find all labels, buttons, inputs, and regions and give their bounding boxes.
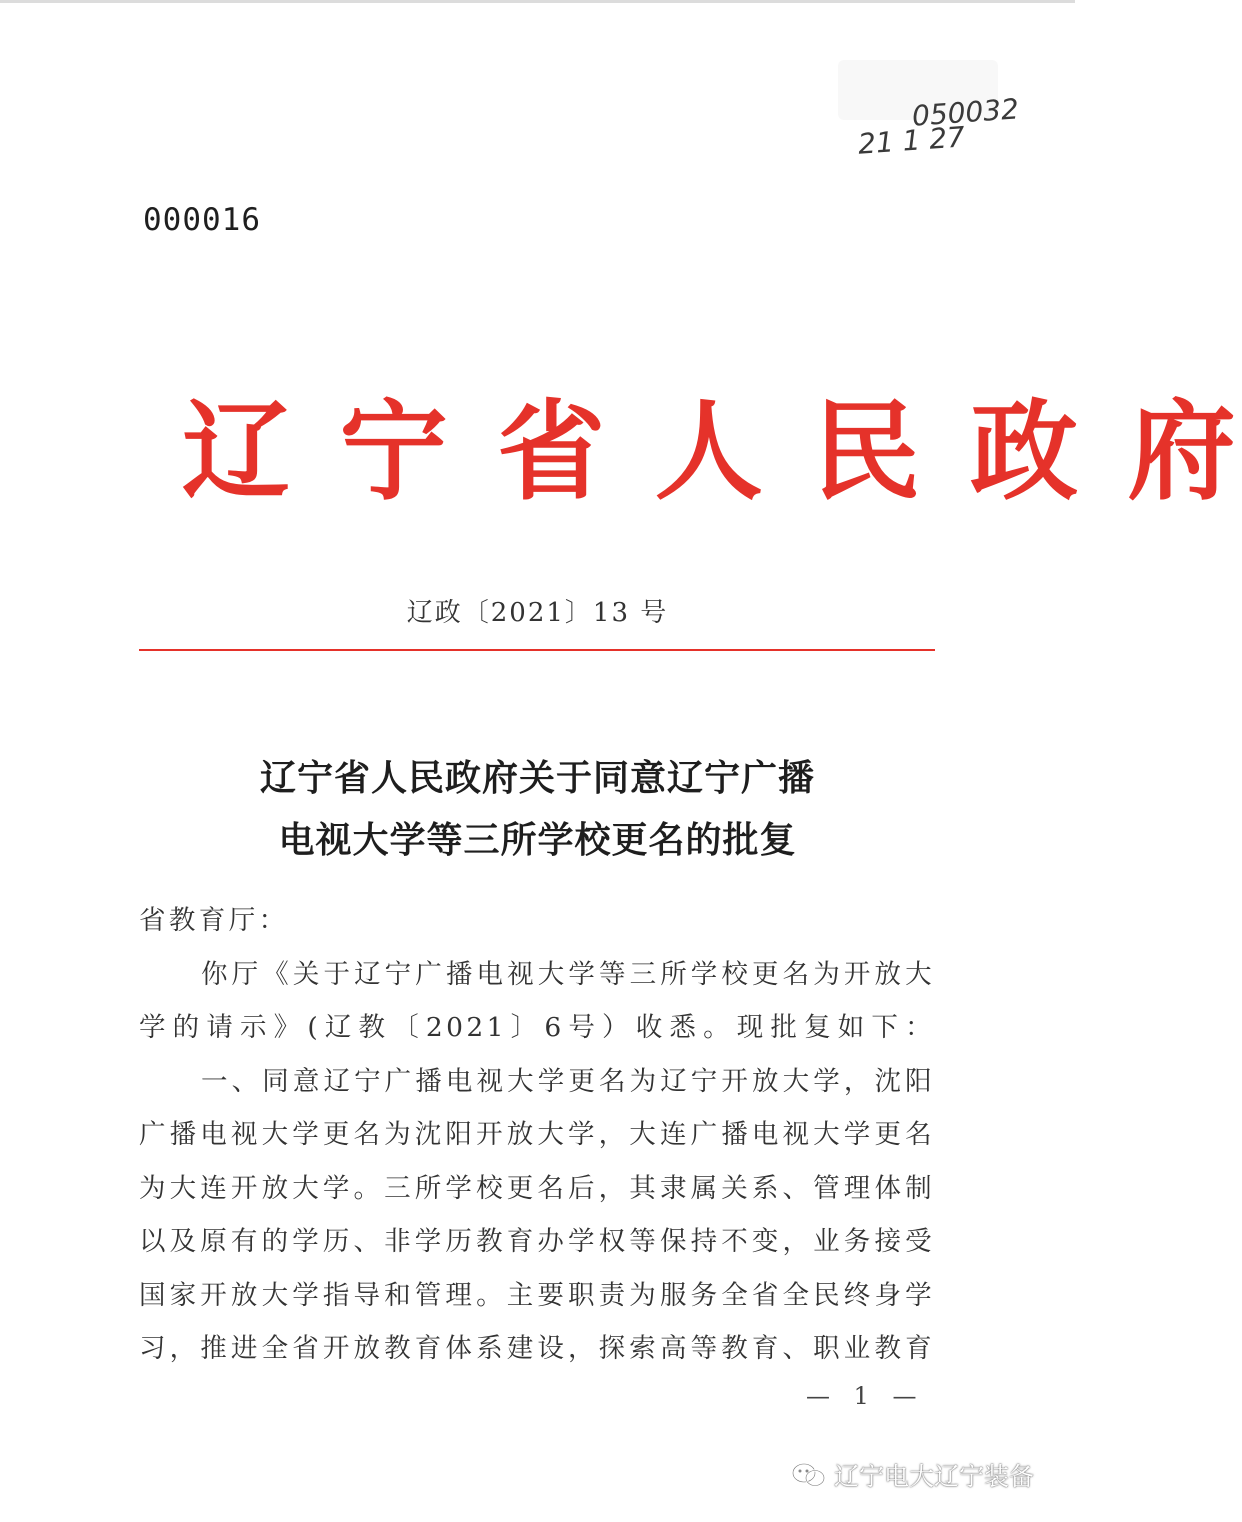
wechat-icon: [790, 1460, 828, 1490]
document-serial: 000016: [143, 202, 261, 238]
body-line: 学的请示》(辽教〔2021〕6号）收悉。现批复如下：: [139, 1012, 935, 1043]
document-title-line-2: 电视大学等三所学校更名的批复: [278, 819, 797, 861]
body-line: 一、同意辽宁广播电视大学更名为辽宁开放大学，沈阳: [201, 1066, 935, 1097]
watermark-text: 辽宁电大辽宁装备: [834, 1462, 1035, 1491]
body-line: 你厅《关于辽宁广播电视大学等三所学校更名为开放大: [201, 959, 935, 990]
body-line: 以及原有的学历、非学历教育办学权等保持不变，业务接受: [139, 1226, 935, 1257]
page-number: — 1 —: [806, 1382, 925, 1410]
body-line: 为大连开放大学。三所学校更名后，其隶属关系、管理体制: [139, 1173, 935, 1204]
body-line: 习，推进全省开放教育体系建设，探索高等教育、职业教育: [139, 1333, 935, 1364]
handwritten-receipt-number: 050032: [910, 92, 1020, 133]
issuing-authority-header: 辽 宁 省 人 民 政 府: [182, 390, 1242, 515]
body-line: 省教育厅：: [139, 905, 289, 936]
document-number: 辽政〔2021〕13 号: [406, 598, 669, 628]
red-separator-line: [139, 649, 935, 651]
page-top-edge: [0, 0, 1075, 3]
body-line: 广播电视大学更名为沈阳开放大学，大连广播电视大学更名: [139, 1119, 935, 1150]
body-line: 国家开放大学指导和管理。主要职责为服务全省全民终身学: [139, 1280, 935, 1311]
document-title-line-1: 辽宁省人民政府关于同意辽宁广播: [259, 757, 815, 799]
handwritten-receipt-date: 21 1 27: [856, 120, 966, 161]
account-watermark: [790, 1458, 1034, 1492]
